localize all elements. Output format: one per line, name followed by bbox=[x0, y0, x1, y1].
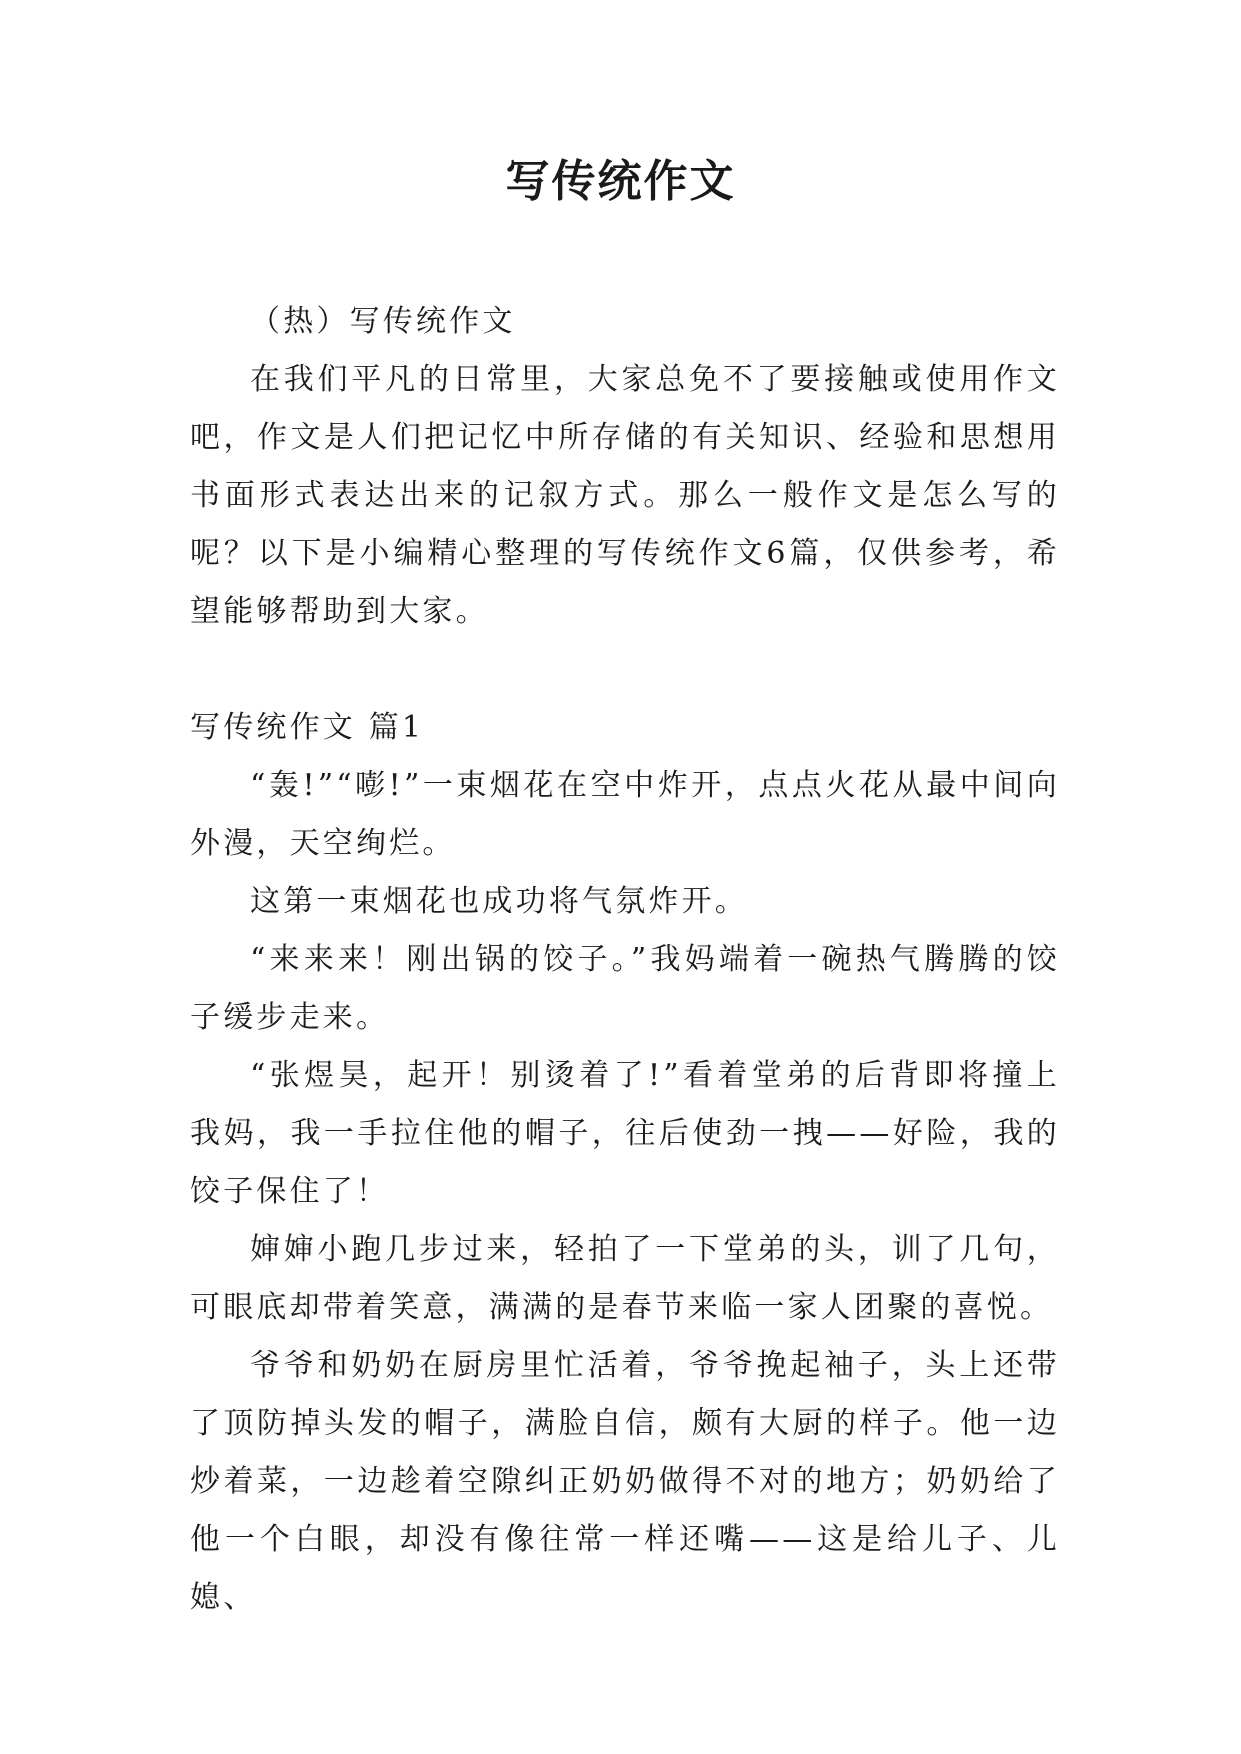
body-paragraph: “来来来！刚出锅的饺子。”我妈端着一碗热气腾腾的饺子缓步走来。 bbox=[190, 942, 1060, 1035]
body-paragraph: “轰!”“嘭!”一束烟花在空中炸开，点点火花从最中间向外漫，天空绚烂。 bbox=[190, 768, 1060, 861]
document-body bbox=[190, 293, 1060, 1627]
body-paragraph: 爷爷和奶奶在厨房里忙活着，爷爷挽起袖子，头上还带了顶防掉头发的帽子，满脸自信，颇有大厨的样子。他一边炒着菜，一边趁着空隙纠正奶奶做得不对的地方；奶奶给了他一个白眼，却没有像往常一样还嘴——这是给儿子、儿媳、 bbox=[190, 1348, 1060, 1615]
body-paragraph: 这第一束烟花也成功将气氛炸开。 bbox=[250, 884, 748, 919]
document-title: 写传统作文 bbox=[505, 156, 736, 207]
body-paragraph: “张煜昊，起开！别烫着了!”看着堂弟的后背即将撞上我妈，我一手拉住他的帽子，往后使劲一拽——好险，我的饺子保住了！ bbox=[190, 1058, 1060, 1209]
document-subtitle: （热）写传统作文 bbox=[250, 304, 516, 339]
intro-paragraph: 在我们平凡的日常里，大家总免不了要接触或使用作文吧，作文是人们把记忆中所存储的有关知识、经验和思想用书面形式表达出来的记叙方式。那么一般作文是怎么写的呢？以下是小编精心整理的写传统作文6篇，仅供参考，希望能够帮助到大家。 bbox=[190, 362, 1060, 629]
section-heading: 写传统作文 篇1 bbox=[190, 710, 425, 745]
body-paragraph: 婶婶小跑几步过来，轻拍了一下堂弟的头，训了几句，可眼底却带着笑意，满满的是春节来临一家人团聚的喜悦。 bbox=[190, 1232, 1060, 1325]
